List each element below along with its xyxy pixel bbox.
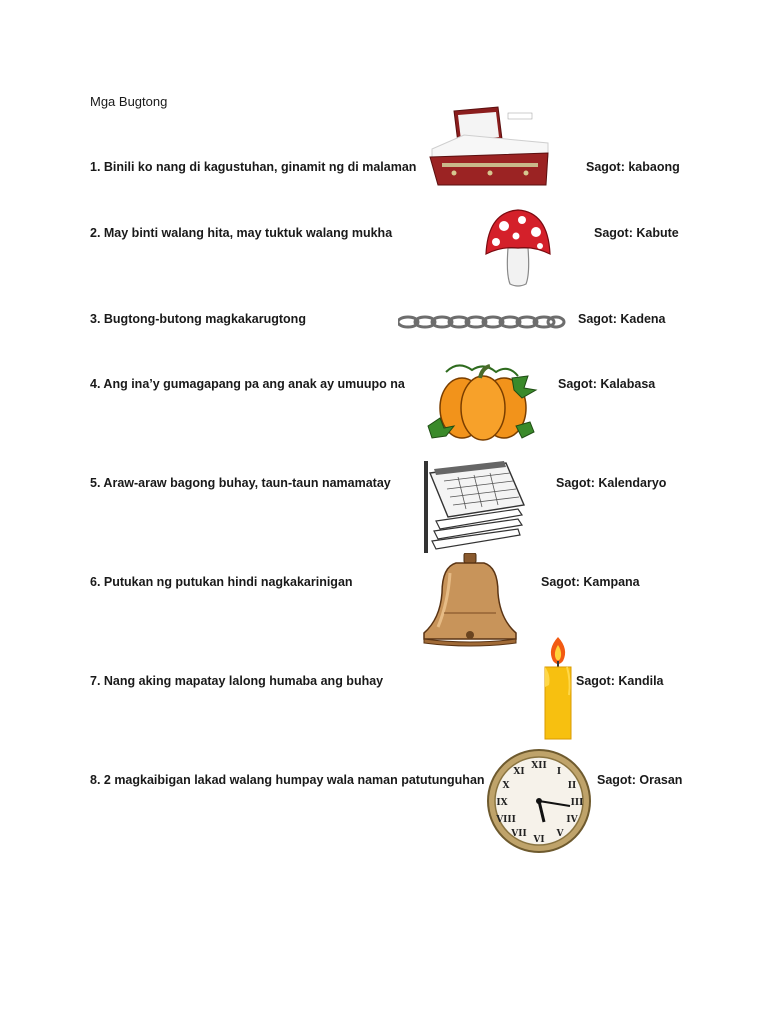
- riddle-answer: Sagot: kabaong: [586, 160, 680, 174]
- document-title: Mga Bugtong: [90, 94, 168, 109]
- svg-text:X: X: [502, 781, 510, 791]
- coffin-icon: [428, 105, 552, 189]
- mushroom-icon: [484, 208, 552, 290]
- svg-text:IX: IX: [496, 798, 508, 808]
- svg-text:VI: VI: [533, 835, 545, 845]
- bell-icon: [420, 553, 520, 649]
- svg-text:I: I: [556, 767, 562, 777]
- riddle-answer: Sagot: Kalabasa: [558, 377, 656, 391]
- riddle-text: 6. Putukan ng putukan hindi nagkakarinigan: [90, 575, 353, 589]
- svg-text:V: V: [556, 829, 564, 839]
- svg-text:III: III: [570, 798, 584, 808]
- candle-icon: [541, 635, 575, 743]
- riddle-text: 4. Ang ina’y gumagapang pa ang anak ay umuupo na: [90, 377, 405, 391]
- svg-text:VIII: VIII: [496, 815, 516, 825]
- riddle-text: 7. Nang aking mapatay lalong humaba ang buhay: [90, 674, 384, 688]
- clock-icon: [486, 748, 592, 854]
- riddle-answer: Sagot: Kalendaryo: [556, 476, 667, 490]
- riddle-answer: Sagot: Kabute: [594, 226, 679, 240]
- riddle-text: 5. Araw-araw bagong buhay, taun-taun namamatay: [90, 476, 391, 490]
- riddle-text: 1. Binili ko nang di kagustuhan, ginamit ng di malaman: [90, 160, 417, 174]
- svg-text:IV: IV: [566, 815, 578, 825]
- riddle-text: 2. May binti walang hita, may tuktuk walang mukha: [90, 226, 393, 240]
- pumpkin-icon: [424, 360, 542, 444]
- svg-text:VII: VII: [511, 829, 527, 839]
- riddle-answer: Sagot: Orasan: [597, 773, 683, 787]
- riddle-text: 8. 2 magkaibigan lakad walang humpay wala naman patutunguhan: [90, 773, 485, 787]
- calendar-icon: [422, 459, 534, 555]
- svg-text:II: II: [567, 781, 577, 791]
- riddle-answer: Sagot: Kandila: [576, 674, 664, 688]
- svg-text:XII: XII: [531, 761, 547, 771]
- riddle-answer: Sagot: Kampana: [541, 575, 640, 589]
- riddle-text: 3. Bugtong-butong magkakarugtong: [90, 312, 306, 326]
- svg-text:XI: XI: [513, 767, 525, 777]
- chain-icon: [398, 313, 566, 331]
- riddle-answer: Sagot: Kadena: [578, 312, 666, 326]
